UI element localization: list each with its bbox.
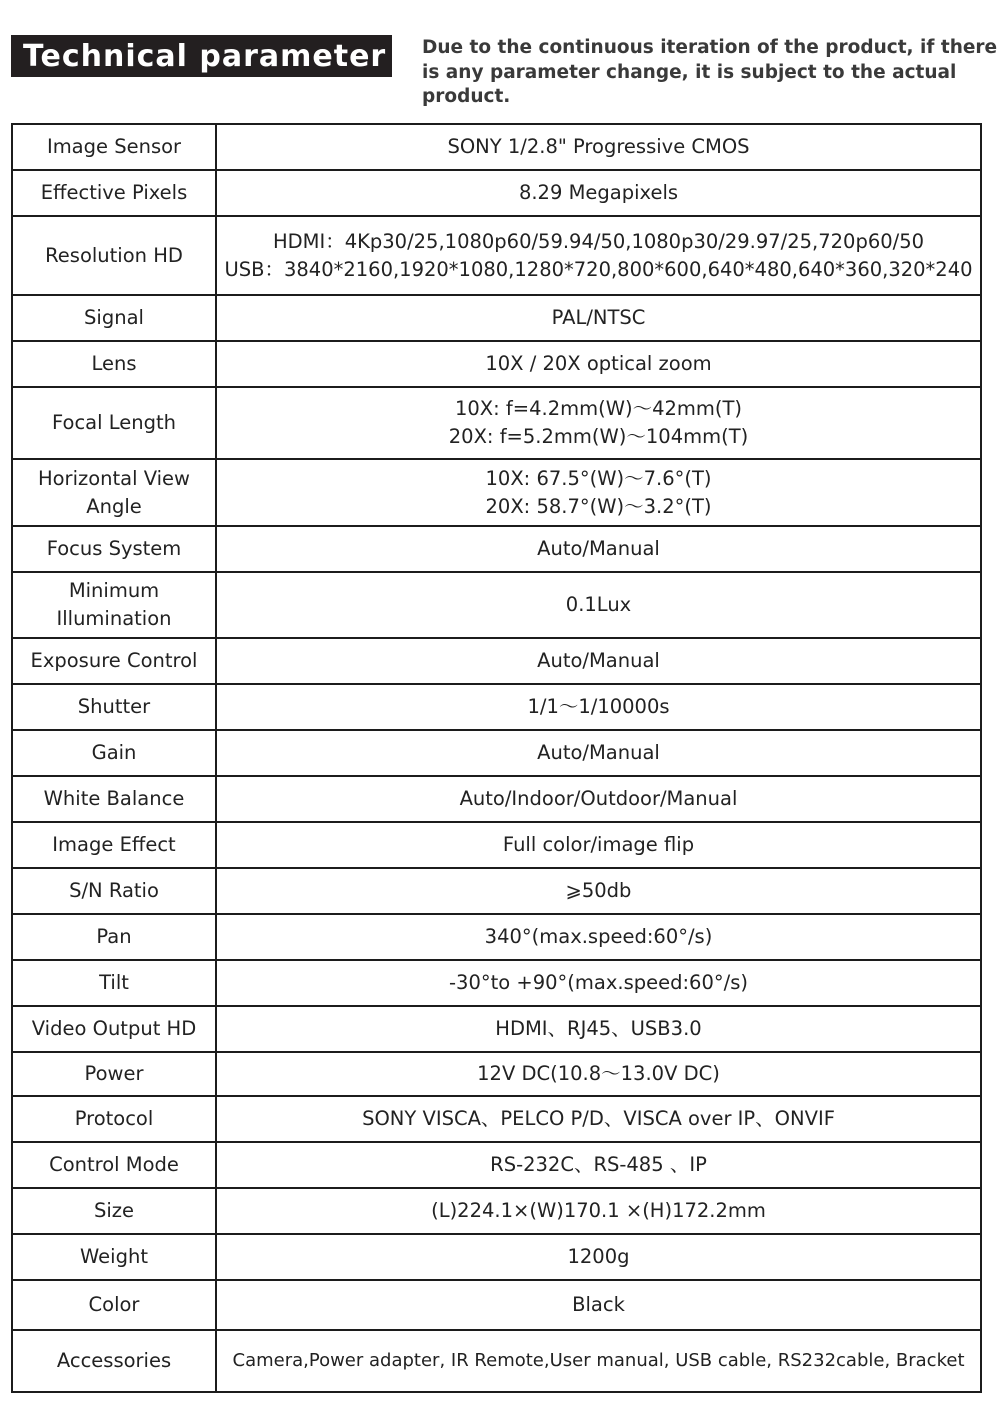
table-row [12,1142,981,1188]
param-label [12,684,216,730]
param-value-line: 10X / 20X optical zoom [485,352,712,375]
param-label-line: Power [84,1062,144,1085]
param-value [216,459,981,526]
notice-line: product. [422,86,511,107]
param-label-line: Focus System [46,537,182,560]
param-label-line: Accessories [56,1349,172,1372]
table-row [12,1006,981,1052]
notice-line: is any parameter change, it is subject to the actual [422,61,957,83]
notice-text [422,36,1000,110]
table-row [12,684,981,730]
param-label [12,1052,216,1096]
param-value [216,1234,981,1280]
param-value [216,295,981,341]
param-label-line: Color [88,1293,140,1316]
table-row [12,914,981,960]
param-label [12,387,216,459]
param-label-line: White Balance [43,787,185,810]
param-value-line: (L)224.1×(W)170.1 ×(H)172.2mm [431,1199,766,1222]
param-value [216,170,981,216]
param-value-line: Auto/Manual [537,649,660,672]
param-label-line: Gain [91,741,137,764]
param-value-line: 12V DC(10.8～13.0V DC) [477,1062,720,1085]
param-value [216,1280,981,1330]
param-value-line: -30°to +90°(max.speed:60°/s) [449,971,748,994]
param-value-line: 340°(max.speed:60°/s) [484,925,713,948]
param-label [12,1280,216,1330]
param-label [12,295,216,341]
param-label-line: Image Effect [52,833,176,856]
table-row [12,572,981,638]
param-label-line: Tilt [99,971,129,994]
param-value [216,526,981,572]
param-value [216,1052,981,1096]
param-label [12,730,216,776]
param-value-line: 0.1Lux [565,593,632,616]
param-value-line: SONY VISCA、PELCO P/D、VISCA over IP、ONVIF [362,1107,835,1130]
param-label [12,1142,216,1188]
param-label-line: S/N Ratio [69,879,159,902]
param-value [216,914,981,960]
table-row [12,170,981,216]
param-value [216,730,981,776]
param-label-line: Control Mode [49,1153,179,1176]
table-row [12,638,981,684]
param-label-line: Shutter [77,695,151,718]
param-value-line: 10X: f=4.2mm(W)～42mm(T) [454,397,743,420]
spec-table [11,123,982,1393]
param-value [216,387,981,459]
table-row [12,341,981,387]
param-value-line: 1/1～1/10000s [527,695,670,718]
table-row [12,124,981,170]
param-value-line: 20X: f=5.2mm(W)～104mm(T) [448,425,749,448]
table-row [12,387,981,459]
param-value [216,822,981,868]
param-value [216,1096,981,1142]
table-row [12,526,981,572]
param-value-line: HDMI：4Kp30/25,1080p60/59.94/50,1080p30/29.97/25,720p60/50 [272,229,925,253]
param-label [12,341,216,387]
param-label-line: Lens [91,352,137,375]
param-label [12,572,216,638]
param-value-line: RS-232C、RS-485 、IP [490,1153,707,1176]
param-value [216,216,981,295]
param-label-line: Image Sensor [46,135,182,158]
table-row [12,1234,981,1280]
param-value-line: PAL/NTSC [551,306,646,329]
table-row [12,1052,981,1096]
param-value-line: HDMI、RJ45、USB3.0 [495,1017,702,1040]
param-label [12,459,216,526]
param-value-line: 10X: 67.5°(W)～7.6°(T) [485,466,712,490]
param-value-line: Auto/Indoor/Outdoor/Manual [459,787,738,810]
page-title: Technical parameter [11,35,392,77]
param-value-line: Auto/Manual [537,537,660,560]
param-label [12,960,216,1006]
param-label-line: Focal Length [52,411,176,434]
param-label [12,1188,216,1234]
param-label [12,914,216,960]
param-value [216,124,981,170]
param-label-line: Signal [84,306,144,329]
param-value [216,572,981,638]
param-value [216,1142,981,1188]
param-label-line: Effective Pixels [40,181,188,204]
param-value [216,1006,981,1052]
param-value [216,341,981,387]
table-row [12,1280,981,1330]
param-label [12,638,216,684]
table-row [12,776,981,822]
param-value-line: Camera,Power adapter, IR Remote,User manual, USB cable, RS232cable, Bracket [232,1350,965,1371]
table-row [12,1330,981,1392]
param-label-line: Pan [96,925,132,948]
param-value-line: USB：3840*2160,1920*1080,1280*720,800*600,640*480,640*360,320*240 [224,257,973,281]
table-row [12,459,981,526]
table-row [12,216,981,295]
table-row [12,1188,981,1234]
table-row [12,730,981,776]
param-label-line: Horizontal View [37,466,191,490]
param-label [12,868,216,914]
param-value [216,638,981,684]
param-value [216,1330,981,1392]
param-label [12,216,216,295]
param-label-line: Minimum [68,579,160,602]
notice-line: Due to the continuous iteration of the product, if there [422,37,998,58]
param-label-line: Illumination [56,607,172,630]
param-label [12,1234,216,1280]
param-label-line: Weight [80,1245,148,1268]
param-label-line: Protocol [74,1107,154,1130]
param-label [12,170,216,216]
param-value-line: ⩾50db [565,879,632,902]
param-label [12,1096,216,1142]
param-label-line: Angle [86,494,142,518]
param-label [12,124,216,170]
param-value [216,960,981,1006]
param-value-line: Full color/image flip [502,833,695,856]
param-value [216,684,981,730]
param-value [216,1188,981,1234]
param-label [12,822,216,868]
table-row [12,868,981,914]
param-label-line: Resolution HD [45,243,183,267]
table-row [12,960,981,1006]
param-label-line: Exposure Control [30,649,198,672]
table-row [12,295,981,341]
param-value-line: Black [572,1293,625,1316]
table-row [12,822,981,868]
param-value-line: 1200g [567,1245,630,1268]
param-value-line: SONY 1/2.8" Progressive CMOS [447,135,750,158]
param-label [12,776,216,822]
param-value [216,868,981,914]
param-label-line: Size [93,1199,135,1222]
param-value-line: 8.29 Megapixels [518,181,679,204]
table-row [12,1096,981,1142]
param-label [12,1330,216,1392]
param-label [12,526,216,572]
param-label [12,1006,216,1052]
param-value-line: Auto/Manual [537,741,660,764]
param-value-line: 20X: 58.7°(W)～3.2°(T) [485,494,712,518]
param-value [216,776,981,822]
param-label-line: Video Output HD [31,1017,197,1040]
